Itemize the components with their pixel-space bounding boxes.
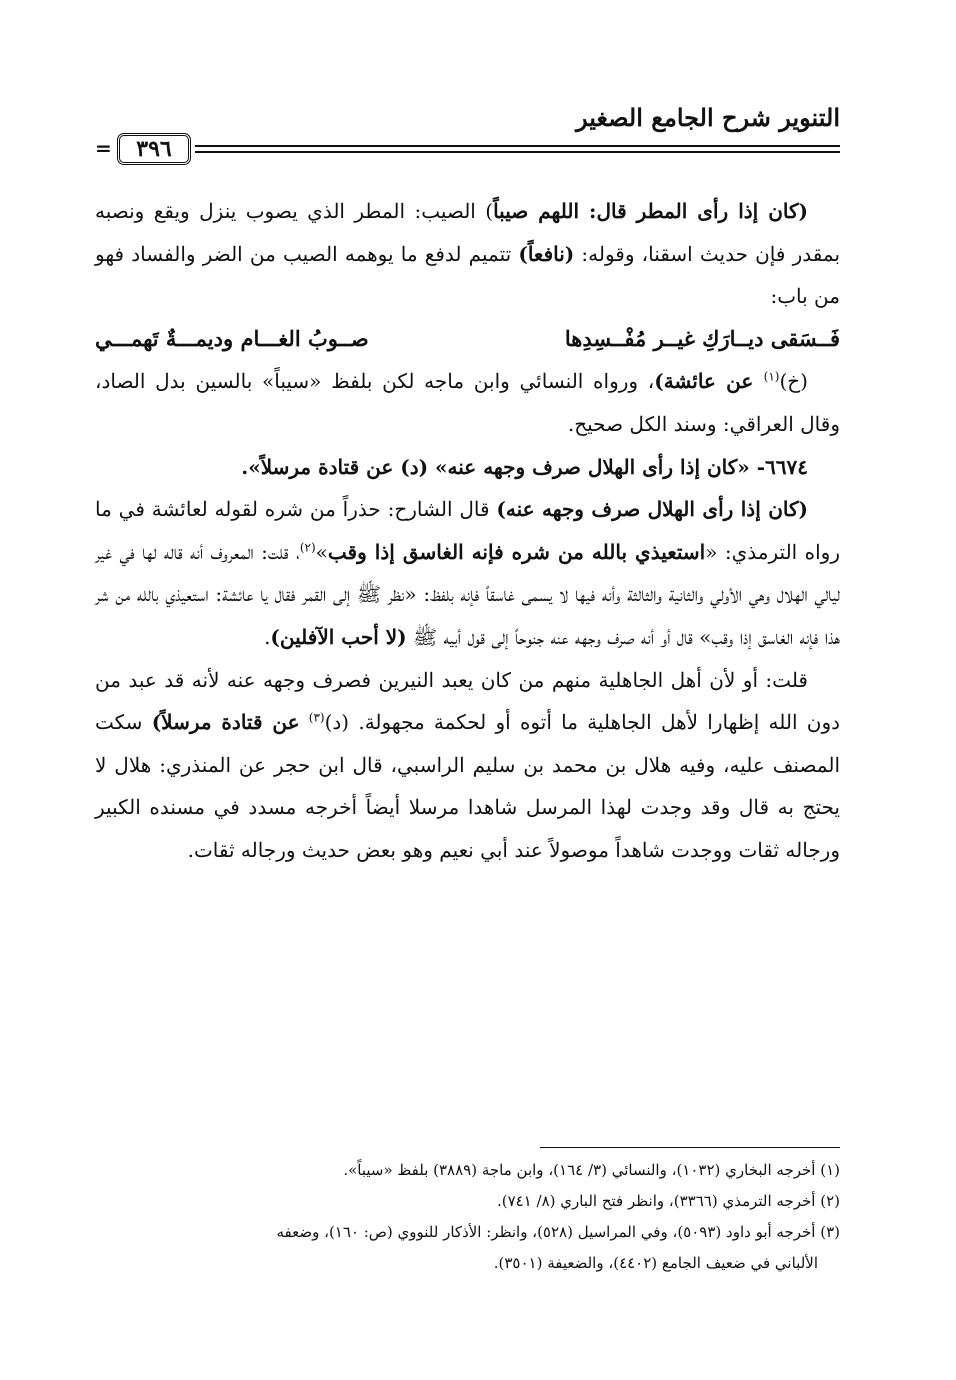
hadith-quote-bold: استعيذي بالله من شره فإنه الغاسق إذا وقب <box>327 539 706 564</box>
narrator: عن قتادة مرسلاً) <box>151 710 300 735</box>
header-marker: = <box>95 136 112 160</box>
hadith-quote: (كان إذا رأى الهلال صرف وجهه عنه) <box>496 497 808 522</box>
paragraph-1 <box>95 190 840 318</box>
page-number-box <box>117 133 191 165</box>
source-code: (خ) <box>779 369 808 394</box>
header-rule-bottom-line <box>195 151 840 153</box>
commentary-text: تتميم لدفع ما يوهمه الصيب من الضر والفساد فهو من باب: <box>95 241 840 309</box>
footnote-separator <box>540 1147 840 1148</box>
header-rule <box>95 136 840 165</box>
punctuation: . <box>264 624 271 649</box>
main-text <box>95 190 840 872</box>
footnote-ref-1[interactable]: (١) <box>763 369 780 384</box>
hadith-entry-6674 <box>95 446 840 489</box>
hadith-text: ٦٦٧٤- «كان إذا رأى الهلال صرف وجهه عنه» (د) عن قتادة مرسلاً». <box>241 454 808 479</box>
hadith-quote: (كان إذا رأى المطر قال: <box>579 199 808 223</box>
quote-close: » <box>315 539 328 564</box>
commentary-text: سكت المصنف عليه، وفيه هلال بن محمد بن سليم الراسبي، قال ابن حجر عن المنذري: هلال لا يحتج به قال وقد وجدت لهذا المرسل شاهدا مرسلا أيضاً أخرجه مسدد في مسنده الكبير ورجاله ثقات ووجدت شاهداً موصولاً عند أبي نعيم وهو بعض حديث ورجاله ثقات. <box>95 710 840 862</box>
commentary-text: ، قلت: المعروف أنه قاله لها في غير ليالي الهلال وهي الأولي والثانية والثالثة وأنه فيها لا يسمى غاسقاً فإنه بلفظ: «نظر ﷺ إلى القمر فقال يا عائشة: استعيذي بالله من شر هذا فإنه الغاسق إذا وقب» قال أو أنه صرف وجهه عنه جنوحاً إلى قول أبيه ﷺ <box>95 539 840 649</box>
footnote-ref-3[interactable]: (٣) <box>308 710 325 725</box>
footnote-3-continued: الألباني في ضعيف الجامع (٤٤٠٢)، والضعيفة (٣٥٠١). <box>493 1254 818 1272</box>
narrator: عن عائشة) <box>654 369 764 394</box>
page-number: ٣٩٦ <box>136 136 172 162</box>
footnote-3: (٣) أخرجه أبو داود (٥٠٩٣)، وفي المراسيل (٥٢٨)، وانظر: الأذكار للنووي (ص: ١٦٠)، وضعفه <box>276 1223 840 1241</box>
header-rule-top-line <box>195 145 840 147</box>
paragraph-3 <box>95 488 840 658</box>
poetry-verse <box>95 318 840 361</box>
book-page <box>95 95 840 1345</box>
page-header <box>95 95 840 185</box>
commentary-text: ) الصيب: المطر الذي يصوب ينزل ويقع ونصبه بمقدر فإن حديث اسقنا، وقوله: <box>95 199 841 266</box>
verse-first-hemistich: فَــسَقى ديــارَكِ غيــر مُفْــسِدِها <box>564 325 840 351</box>
paragraph-4 <box>95 659 840 872</box>
commentary-text: قلت: أو لأن أهل الجاهلية منهم من كان يعبد النيرين فصرف وجهه عنه لأنه قد عبد من دون الله إظهارا لأهل الجاهلية ما أتوه أو لحكمة مجهولة. (د) <box>95 667 841 735</box>
footnote-1: (١) أخرجه البخاري (١٠٣٢)، والنسائي (٣/ ١٦٤)، وابن ماجة (٣٨٨٩) بلفظ «سيباً». <box>343 1161 840 1179</box>
footnote-ref-2[interactable]: (٢) <box>299 540 316 555</box>
footnote-2: (٢) أخرجه الترمذي (٣٣٦٦)، وانظر فتح الباري (٨/ ٧٤١). <box>496 1192 840 1210</box>
commentary-text: قال الشارح: حذراً من شره لقوله لعائشة في ما رواه الترمذي: « <box>95 497 840 564</box>
quran-quote: (لا أحب الآفلين) <box>270 624 407 649</box>
running-title: التنوير شرح الجامع الصغير <box>576 103 840 132</box>
hadith-dua: اللهم صيباً <box>493 199 580 223</box>
spacer <box>300 710 309 734</box>
verse-second-hemistich: صــوبُ الغـــام وديمـــةٌ تَهمـــي <box>95 325 369 351</box>
footnotes <box>95 1155 840 1279</box>
paragraph-2 <box>95 360 840 445</box>
keyword-nafian: (نافعاً) <box>518 241 575 266</box>
commentary-text: ، ورواه النسائي وابن ماجه لكن بلفظ «سيباً» بالسين بدل الصاد، وقال العراقي: وسند الكل صحيح. <box>95 369 840 436</box>
